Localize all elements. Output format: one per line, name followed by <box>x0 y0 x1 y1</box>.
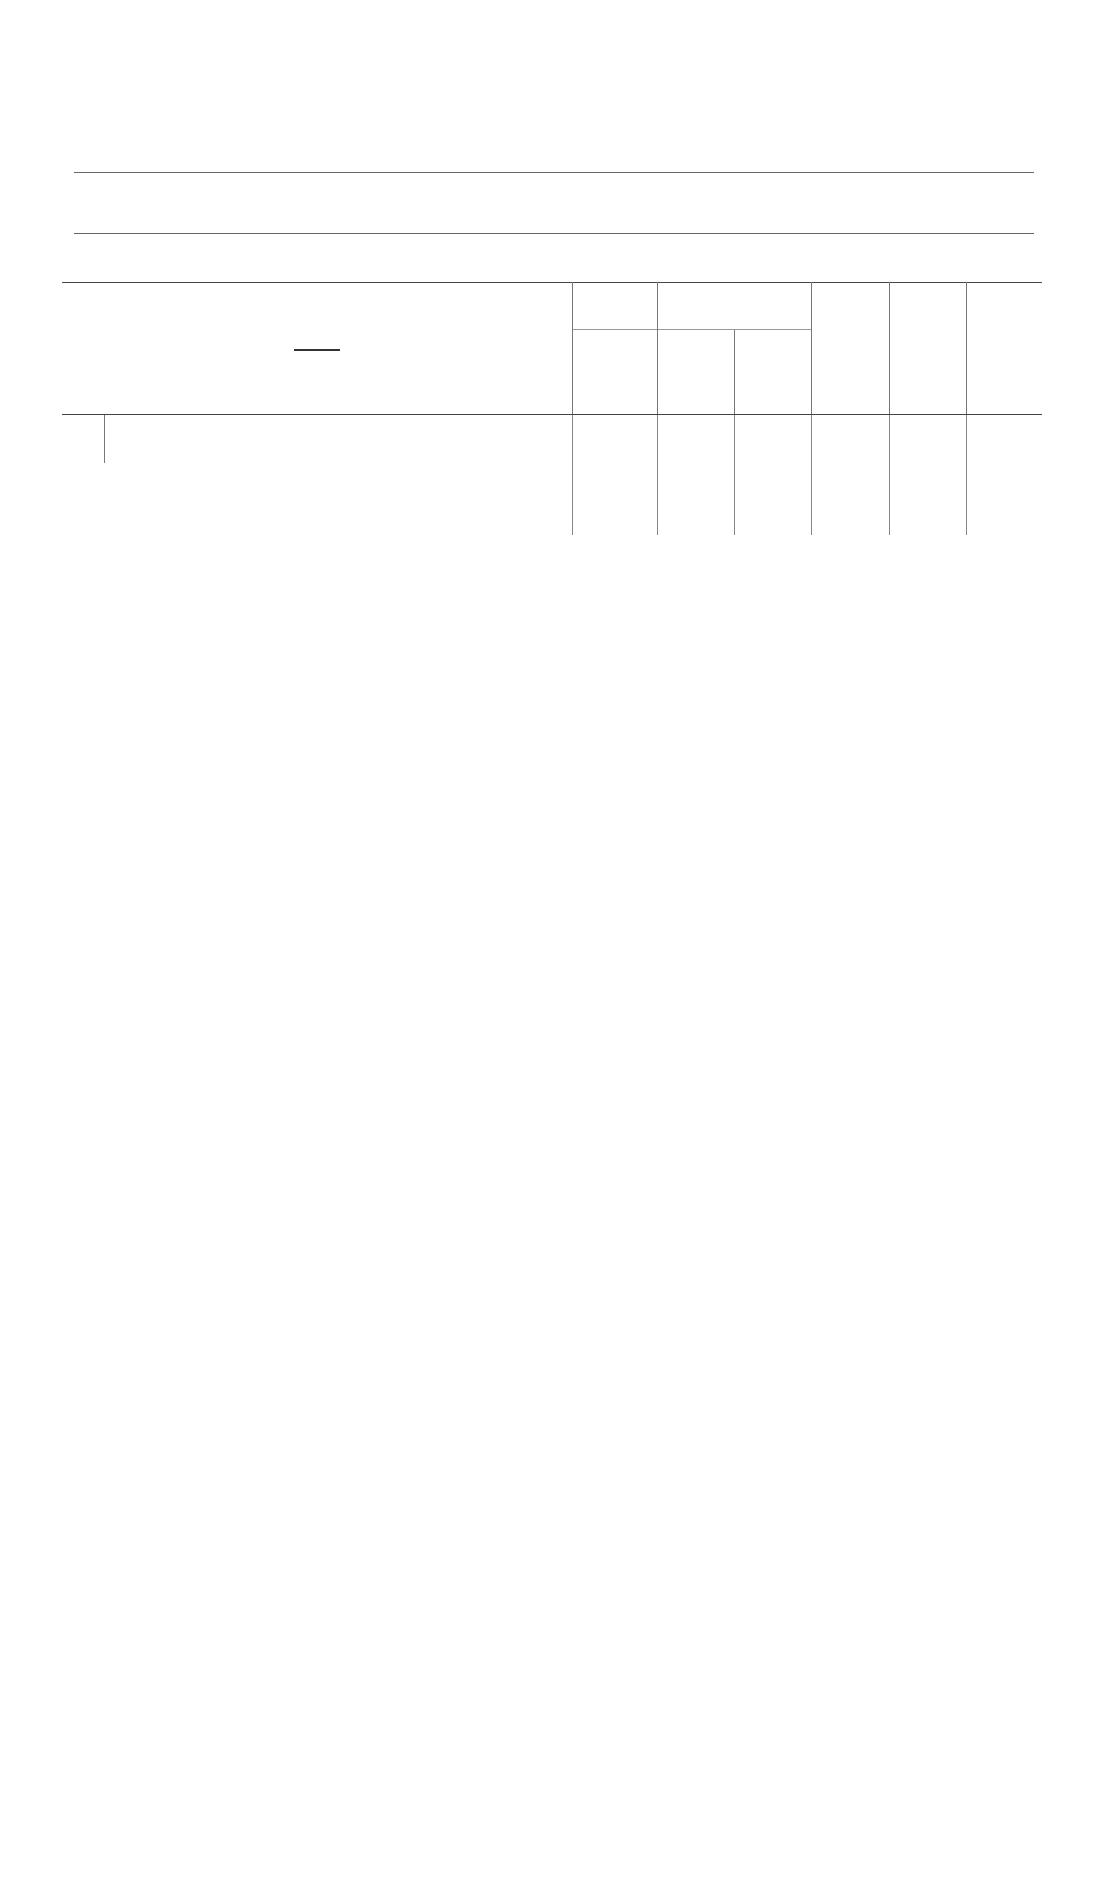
header-expended <box>734 330 811 415</box>
top-rule <box>74 172 1034 173</box>
title-rule <box>74 233 1034 234</box>
district-pad-2 <box>657 511 734 535</box>
district-pad-6 <box>966 511 1042 535</box>
roads-heading <box>104 487 572 511</box>
currency-3 <box>734 415 811 464</box>
item-label <box>62 415 104 464</box>
roads-pad-3 <box>734 487 811 511</box>
header-year-1939 <box>572 283 657 330</box>
header-amount-voted <box>657 330 734 415</box>
currency-6 <box>966 415 1042 464</box>
roads-item-cell <box>62 487 104 511</box>
header-year-1938 <box>657 283 811 330</box>
district-pad-3 <box>734 511 811 535</box>
estimates-table <box>62 282 1042 535</box>
header-est-cost <box>811 283 889 415</box>
roads-pad-5 <box>889 487 966 511</box>
district-pad-1 <box>572 511 657 535</box>
table-body <box>62 415 1042 536</box>
minister-heading <box>104 415 572 464</box>
roads-pad-1 <box>572 487 657 511</box>
vote-pad-5 <box>889 463 966 487</box>
district-heading <box>104 511 572 535</box>
currency-5 <box>889 415 966 464</box>
district-pad-4 <box>811 511 889 535</box>
roads-pad-4 <box>811 487 889 511</box>
district-pad-5 <box>889 511 966 535</box>
currency-4 <box>811 415 889 464</box>
roads-pad-6 <box>966 487 1042 511</box>
header-dash <box>294 349 340 351</box>
header-blank <box>62 283 572 415</box>
currency-1 <box>572 415 657 464</box>
header-est-amount <box>572 330 657 415</box>
roads-pad-2 <box>657 487 734 511</box>
vote-pad-1 <box>572 463 657 487</box>
vote-pad-3 <box>734 463 811 487</box>
vote-pad-4 <box>811 463 889 487</box>
currency-2 <box>657 415 734 464</box>
vote-heading <box>104 463 572 487</box>
vote-row <box>62 463 1042 487</box>
header-est-complete <box>966 283 1042 415</box>
roads-row <box>62 487 1042 511</box>
vote-item-cell <box>62 463 104 487</box>
vote-pad-6 <box>966 463 1042 487</box>
district-item-cell <box>62 511 104 535</box>
currency-row <box>62 415 1042 464</box>
district-row <box>62 511 1042 535</box>
header-total-expenditure <box>889 283 966 415</box>
vote-pad-2 <box>657 463 734 487</box>
table-header <box>62 283 1042 415</box>
